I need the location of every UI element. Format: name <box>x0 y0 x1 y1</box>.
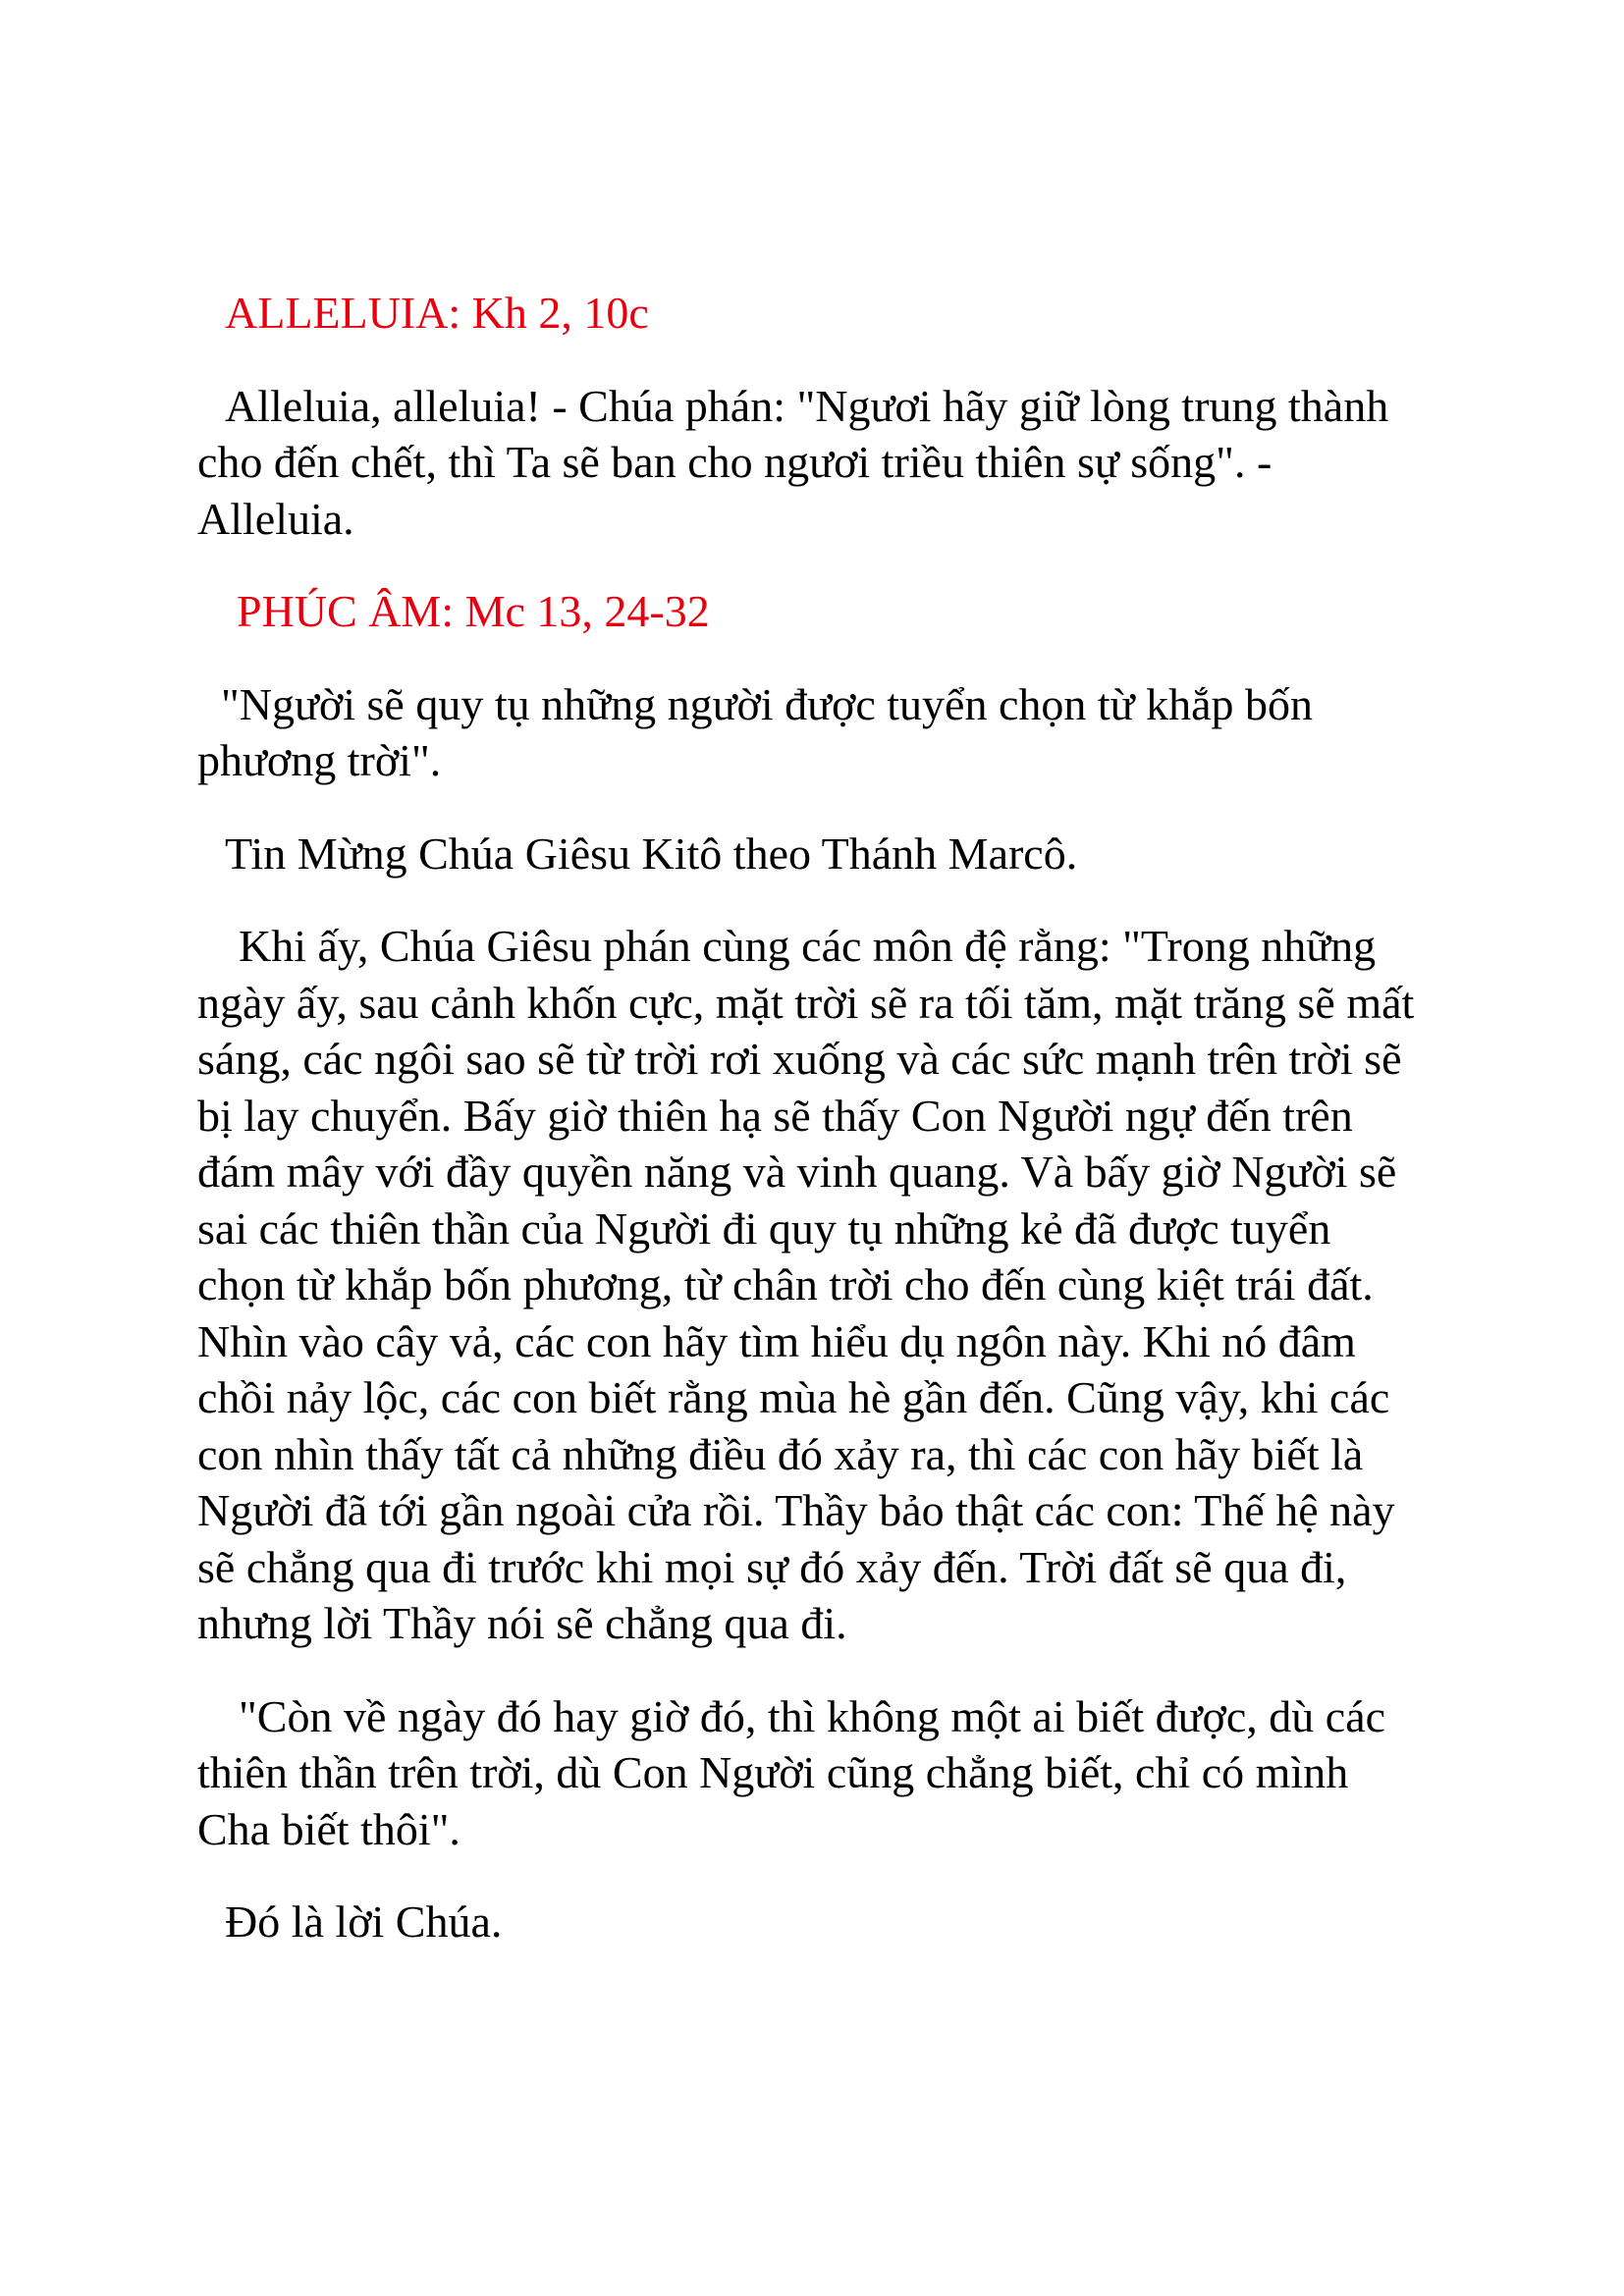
text-line: Nhìn vào cây vả, các con hãy tìm hiểu dụ ngôn này. Khi nó đâm <box>197 1315 1356 1366</box>
text-line: sẽ chẳng qua đi trước khi mọi sự đó xảy đến. Trời đất sẽ qua đi, <box>197 1541 1347 1592</box>
text-line: "Người sẽ quy tụ những người được tuyển chọn từ khắp bốn <box>221 678 1314 729</box>
page-content <box>197 285 1543 1950</box>
text-line: phương trời". <box>197 735 442 785</box>
text-line: sáng, các ngôi sao sẽ từ trời rơi xuống và các sức mạnh trên trời sẽ <box>197 1034 1402 1084</box>
text-line: Người đã tới gần ngoài cửa rồi. Thầy bảo thật các con: Thế hệ này <box>197 1485 1395 1535</box>
text-line: Khi ấy, Chúa Giêsu phán cùng các môn đệ rằng: "Trong những <box>239 921 1377 971</box>
text-line: chồi nảy lộc, các con biết rằng mùa hè gần đến. Cũng vậy, khi các <box>197 1372 1390 1422</box>
text-line: ngày ấy, sau cảnh khốn cực, mặt trời sẽ ra tối tăm, mặt trăng sẽ mất <box>197 977 1415 1028</box>
text-line: "Còn về ngày đó hay giờ đó, thì không một ai biết được, dù các <box>239 1690 1386 1741</box>
text-line: con nhìn thấy tất cả những điều đó xảy ra, thì các con hãy biết là <box>197 1428 1364 1479</box>
gospel-closing <box>197 1688 1543 1858</box>
text-line: đám mây với đầy quyền năng và vinh quang. Và bấy giờ Người sẽ <box>197 1147 1397 1197</box>
text-line: nhưng lời Thầy nói sẽ chẳng qua đi. <box>197 1598 847 1648</box>
alleluia-paragraph <box>197 378 1543 548</box>
text-line: Tin Mừng Chúa Giêsu Kitô theo Thánh Marcô. <box>225 828 1078 879</box>
text-line: chọn từ khắp bốn phương, từ chân trời cho đến cùng kiệt trái đất. <box>197 1259 1374 1309</box>
gospel-body <box>197 918 1543 1652</box>
text-line: Alleluia, alleluia! - Chúa phán: "Ngươi hãy giữ lòng trung thành <box>225 380 1389 431</box>
gospel-heading: PHÚC ÂM: Mc 13, 24-32 <box>237 586 710 636</box>
text-line: cho đến chết, thì Ta sẽ ban cho ngươi triều thiên sự sống". - <box>197 437 1272 487</box>
gospel-summary <box>197 676 1543 789</box>
gospel-intro <box>197 826 1543 882</box>
text-line: Cha biết thôi". <box>197 1803 460 1854</box>
text-line: thiên thần trên trời, dù Con Người cũng chẳng biết, chỉ có mình <box>197 1747 1349 1797</box>
text-line: bị lay chuyển. Bấy giờ thiên hạ sẽ thấy Con Người ngự đến trên <box>197 1090 1353 1141</box>
text-line: sai các thiên thần của Người đi quy tụ những kẻ đã được tuyển <box>197 1202 1331 1254</box>
gospel-acclamation <box>197 1894 1543 1950</box>
alleluia-heading: ALLELUIA: Kh 2, 10c <box>225 288 649 338</box>
text-line: Đó là lời Chúa. <box>225 1896 503 1947</box>
text-line: Alleluia. <box>197 493 354 544</box>
